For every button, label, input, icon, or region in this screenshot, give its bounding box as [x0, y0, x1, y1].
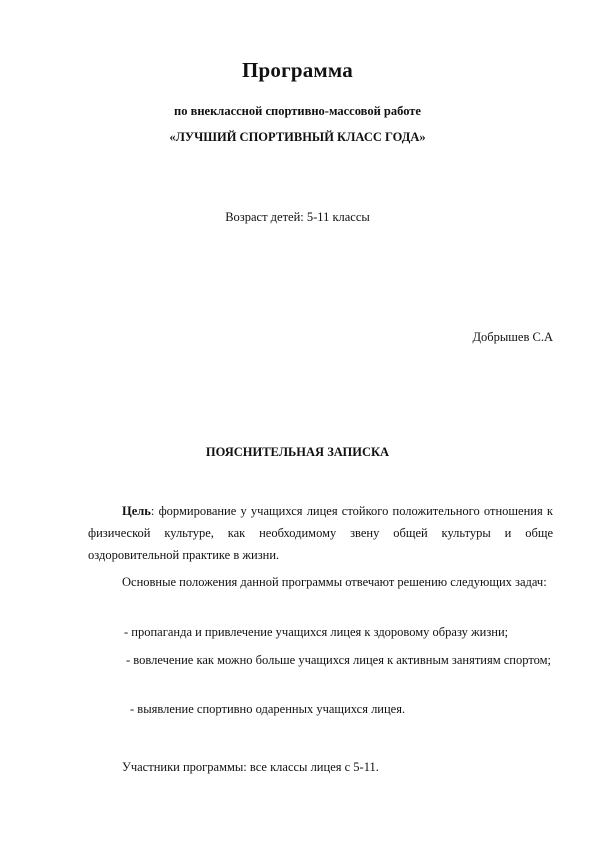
main-provisions-paragraph: Основные положения данной программы отвечают решению следующих задач: — [122, 575, 547, 589]
goal-paragraph — [88, 500, 553, 566]
task-item-1: - пропаганда и привлечение учащихся лицея к здоровому образу жизни; — [124, 625, 509, 639]
author-name: Добрышев С.А — [472, 330, 553, 344]
task-item-2: - вовлечение как можно больше учащихся лицея к активным занятиям спортом; — [126, 653, 552, 667]
task-item-3: - выявление спортивно одаренных учащихся лицея. — [130, 702, 406, 716]
document-subtitle: по внеклассной спортивно-массовой работе — [174, 104, 421, 118]
program-name: «ЛУЧШИЙ СПОРТИВНЫЙ КЛАСС ГОДА» — [169, 130, 426, 144]
participants-paragraph: Участники программы: все классы лицея с 5-11. — [122, 760, 379, 774]
goal-label: Цель — [122, 504, 151, 518]
goal-text: : формирование у учащихся лицея стойкого положительного отношения к физической культуре, как необходимому звену общей культуры и обще оздоровительной практике в жизни. — [88, 504, 553, 562]
section-title: ПОЯСНИТЕЛЬНАЯ ЗАПИСКА — [205, 445, 390, 459]
age-info: Возраст детей: 5-11 классы — [225, 210, 370, 224]
document-title: Программа — [242, 58, 353, 82]
